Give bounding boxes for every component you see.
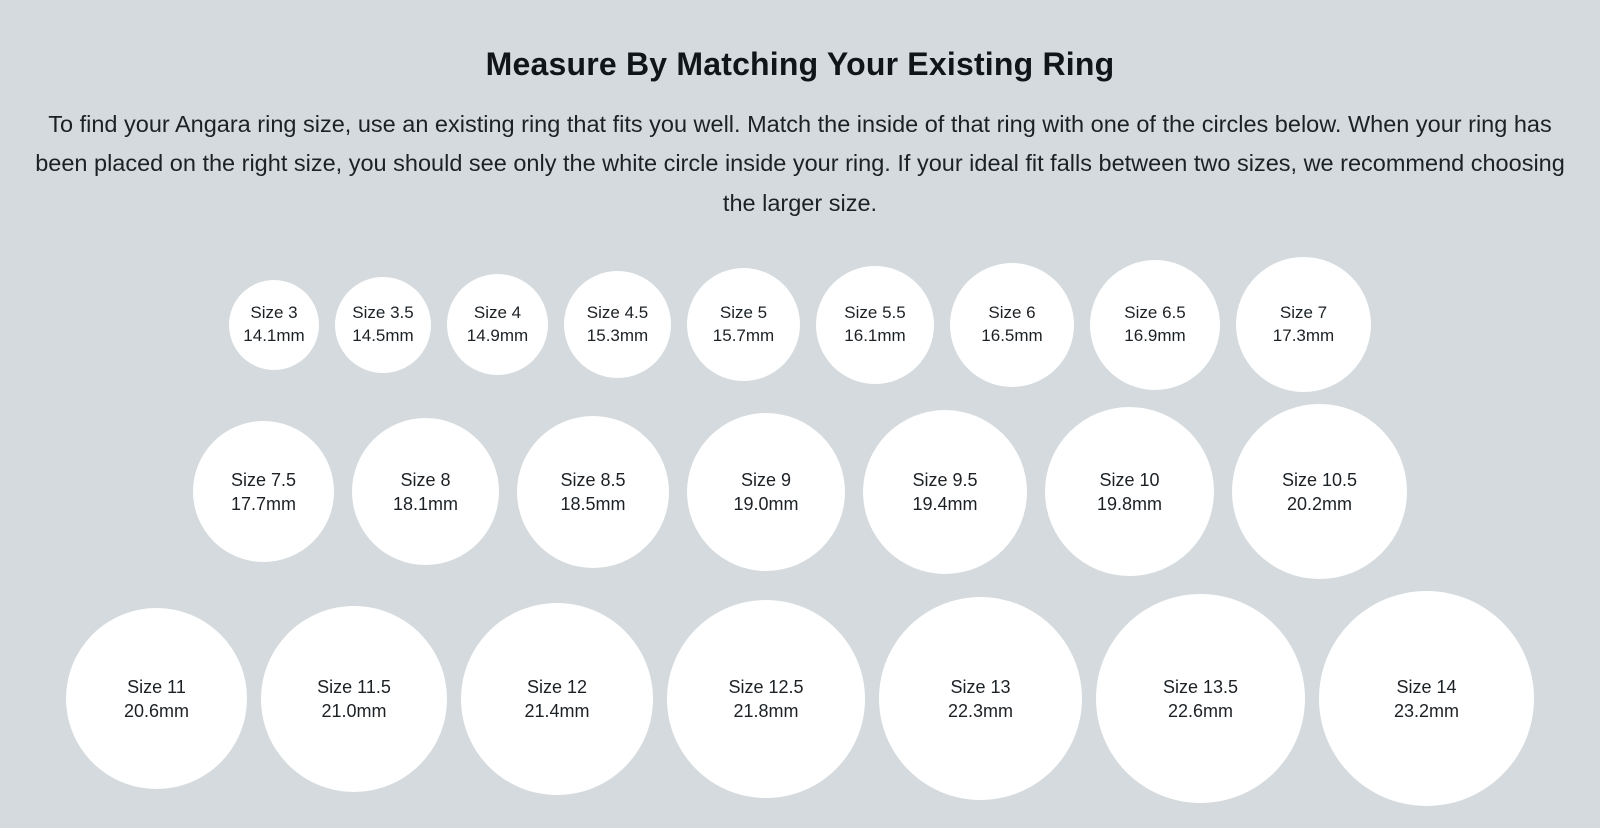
ring-size-label: Size 7 <box>1279 302 1328 322</box>
ring-size-label: Size 13.5 <box>1162 676 1239 697</box>
ring-diameter-label: 19.0mm <box>733 493 799 514</box>
ring-size-circle[interactable] <box>564 271 671 378</box>
ring-diameter-label: 18.1mm <box>392 493 459 514</box>
ring-size-circle[interactable] <box>229 280 319 370</box>
ring-size-circle[interactable] <box>816 266 934 384</box>
ring-size-label: Size 10 <box>1099 469 1160 490</box>
ring-size-label: Size 4 <box>473 302 522 322</box>
ring-diameter-label: 17.7mm <box>230 493 297 514</box>
ring-size-row <box>0 404 1600 579</box>
ring-size-label: Size 6.5 <box>1124 302 1186 322</box>
ring-diameter-label: 14.1mm <box>243 325 305 345</box>
ring-diameter-label: 16.9mm <box>1124 325 1186 345</box>
ring-size-label: Size 10.5 <box>1281 469 1358 490</box>
ring-diameter-label: 22.6mm <box>1167 700 1234 721</box>
ring-diameter-label: 16.5mm <box>981 325 1043 345</box>
ring-size-label: Size 3.5 <box>352 302 414 322</box>
ring-size-row <box>0 257 1600 392</box>
ring-size-label: Size 7.5 <box>230 469 297 490</box>
ring-size-circle[interactable] <box>1232 404 1407 579</box>
ring-diameter-label: 16.1mm <box>844 325 906 345</box>
ring-size-label: Size 9.5 <box>912 469 978 490</box>
ring-size-circle[interactable] <box>335 277 431 373</box>
ring-size-label: Size 9 <box>740 469 792 490</box>
ring-size-label: Size 12 <box>526 676 588 697</box>
ring-diameter-label: 15.3mm <box>586 325 649 345</box>
ring-diameter-label: 20.6mm <box>123 700 190 721</box>
ring-size-circle[interactable] <box>1090 260 1220 390</box>
ring-size-label: Size 5.5 <box>844 302 906 322</box>
ring-diameter-label: 20.2mm <box>1286 493 1353 514</box>
ring-size-circle[interactable] <box>879 597 1082 800</box>
ring-size-circle[interactable] <box>1236 257 1371 392</box>
ring-diameter-label: 14.5mm <box>352 325 414 345</box>
ring-diameter-label: 21.8mm <box>733 700 799 721</box>
ring-size-label: Size 12.5 <box>728 676 804 697</box>
intro-paragraph: To find your Angara ring size, use an existing ring that fits you well. Match the inside of that ring with one of the circles below. When your ring has been placed on the right size, you should see only the white circle inside your ring. If your ideal fit falls between two sizes, we recommend choosing the larger size. <box>35 111 1565 216</box>
ring-size-label: Size 14 <box>1396 676 1457 697</box>
ring-size-circle[interactable] <box>517 416 669 568</box>
ring-size-circle[interactable] <box>261 606 447 792</box>
ring-size-label: Size 8.5 <box>560 469 626 490</box>
ring-diameter-label: 21.4mm <box>524 700 590 721</box>
ring-size-circle[interactable] <box>66 608 247 789</box>
ring-size-label: Size 5 <box>719 302 768 322</box>
ring-size-label: Size 4.5 <box>586 302 649 322</box>
ring-size-label: Size 6 <box>988 302 1036 322</box>
ring-size-circle[interactable] <box>863 410 1027 574</box>
ring-size-circle[interactable] <box>352 418 499 565</box>
page-title: Measure By Matching Your Existing Ring <box>485 46 1115 82</box>
ring-diameter-label: 23.2mm <box>1393 700 1460 721</box>
ring-diameter-label: 18.5mm <box>560 493 626 514</box>
ring-size-label: Size 8 <box>400 469 451 490</box>
ring-size-row <box>0 591 1600 806</box>
ring-diameter-label: 22.3mm <box>947 700 1014 721</box>
ring-size-circle[interactable] <box>1096 594 1305 803</box>
ring-size-circle[interactable] <box>193 421 334 562</box>
ring-size-circle[interactable] <box>461 603 653 795</box>
ring-diameter-label: 15.7mm <box>712 325 775 345</box>
ring-size-rows <box>0 257 1600 806</box>
ring-diameter-label: 14.9mm <box>466 325 529 345</box>
ring-diameter-label: 19.8mm <box>1096 493 1163 514</box>
ring-diameter-label: 19.4mm <box>912 493 978 514</box>
ring-size-circle[interactable] <box>950 263 1074 387</box>
ring-size-label: Size 11.5 <box>317 676 391 697</box>
ring-size-circle[interactable] <box>447 274 548 375</box>
ring-size-circle[interactable] <box>1319 591 1534 806</box>
ring-size-circle[interactable] <box>1045 407 1214 576</box>
ring-size-label: Size 3 <box>250 302 298 322</box>
ring-size-label: Size 11 <box>127 676 186 697</box>
ring-size-label: Size 13 <box>950 676 1011 697</box>
ring-size-circle[interactable] <box>687 413 845 571</box>
ring-diameter-label: 17.3mm <box>1272 325 1335 345</box>
ring-size-circle[interactable] <box>687 268 800 381</box>
ring-size-circle[interactable] <box>667 600 865 798</box>
ring-diameter-label: 21.0mm <box>321 700 387 721</box>
